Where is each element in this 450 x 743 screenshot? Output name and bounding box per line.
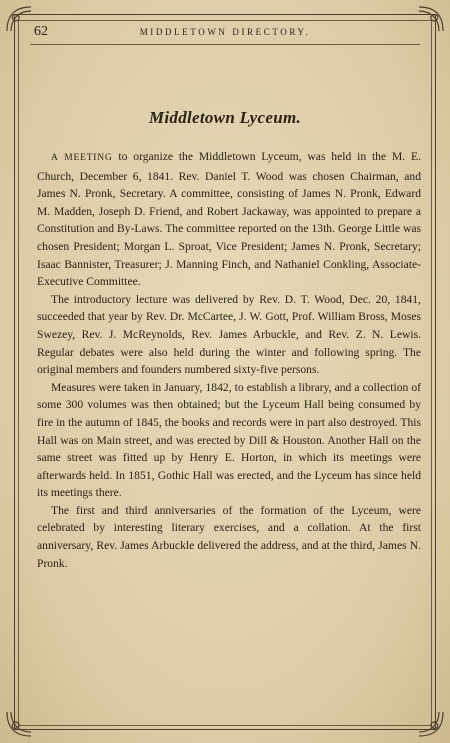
corner-ornament-icon xyxy=(417,710,445,738)
article-body xyxy=(37,148,421,572)
section-title: Middletown Lyceum. xyxy=(148,108,302,127)
page-header xyxy=(30,24,420,42)
paragraph: The introductory lecture was delivered by Rev. D. T. Wood, Dec. 20, 1841, succeeded that year by Rev. Dr. McCartee, J. W. Gott, Prof. William Bross, Moses Swezey, Rev. J. McReynolds, Rev. James Arbuckle, and Rev. Z. N. Lewis. Regular debates were also held during the winter and following spring. The original members and founders numbered sixty-five persons. xyxy=(37,292,421,377)
header-rule xyxy=(30,44,420,45)
corner-ornament-icon xyxy=(5,5,33,33)
corner-ornament-icon xyxy=(417,5,445,33)
corner-ornament-icon xyxy=(5,710,33,738)
paragraph-text: to organize the Middletown Lyceum, was held in the M. E. Church, December 6, 1841. Rev. Daniel T. Wood was chosen Chairman, and James N. Pronk, Secretary. A committee, consisting of James N. Pronk, Edward M. Madden, Joseph D. Friend, and Robert Jackaway, was appointed to prepare a Constitution and By-Laws. The committee reported on the 13th. George Little was chosen President; Morgan L. Sproat, Vice President; James N. Pronk, Secretary; Isaac Bannister, Treasurer; J. Manning Finch, and Nathaniel Conkling, Associate-Executive Committee. xyxy=(37,150,421,289)
paragraph xyxy=(37,148,421,291)
paragraph: The first and third anniversaries of the formation of the Lyceum, were celebrated by interesting literary exercises, and a collation. At the first anniversary, Rev. James Arbuckle delivered the address, and at the third, James N. Pronk. xyxy=(37,503,421,570)
running-head: MIDDLETOWN DIRECTORY. xyxy=(139,27,311,37)
paragraph: Measures were taken in January, 1842, to establish a library, and a collection of some 300 volumes was then obtained; but the Lyceum Hall being consumed by fire in the autumn of 1845, the books and records were in part also destroyed. This Hall was on Main street, and was erected by Dill & Houston. Another Hall on the same street was fitted up by Henry E. Horton, in which its meetings were afterwards held. In 1851, Gothic Hall was erected, and the Lyceum has since held its meetings there. xyxy=(37,380,421,500)
page-number: 62 xyxy=(34,24,48,39)
lead-caps: A MEETING xyxy=(51,153,113,163)
